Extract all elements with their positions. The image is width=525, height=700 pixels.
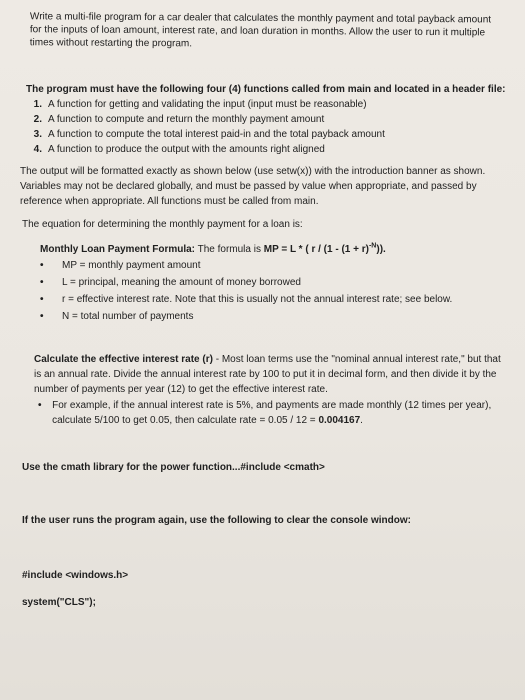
formula-lhs: MP = L * ( r / (1 - (1 + r): [263, 244, 369, 255]
output-format-paragraph: The output will be formatted exactly as shown below (use setw(x)) with the introduction banner as shown. Variables may not be declared globally, and must be passed by value when appropriate, and passed by reference when appropriate. All functions must be called from main.: [20, 166, 486, 207]
list-text: r = effective interest rate. Note that this is usually not the annual interest rate; see below.: [62, 294, 453, 305]
equation-intro: The equation for determining the monthly payment for a loan is:: [22, 219, 303, 230]
example-result: 0.004167: [318, 415, 361, 426]
list-text: L = principal, meaning the amount of money borrowed: [62, 277, 301, 288]
effective-rate-label: Calculate the effective interest rate (r): [34, 354, 213, 365]
bullet-icon: •: [40, 277, 44, 288]
effective-rate-text: - Most loan terms use the "nominal annual interest rate," but that is an annual rate. Divide the annual interest rate by 100 to put it in decimal form, and then divide it by the number of payments per year (12) to get the effective interest rate.: [34, 354, 501, 395]
list-item: [40, 259, 510, 276]
list-item: [26, 98, 506, 113]
formula-text: The formula is: [195, 244, 264, 255]
formula-line: [0, 243, 525, 257]
requirements-title: The program must have the following four (4) functions called from main and located in a header file:: [26, 84, 506, 95]
cmath-note: Use the cmath library for the power function...#include <cmath>: [22, 462, 325, 473]
list-text: A function to compute the total interest paid-in and the total payback amount: [48, 129, 385, 140]
system-line: system("CLS");: [22, 597, 96, 608]
example-text-wrap: [52, 398, 495, 428]
list-number: 3.: [33, 129, 42, 140]
list-text: A function for getting and validating the input (input must be reasonable): [48, 99, 367, 110]
bullet-icon: •: [40, 260, 44, 271]
bullet-icon: •: [38, 400, 42, 411]
list-item: [40, 293, 510, 310]
list-item: [26, 143, 506, 158]
definitions-list: [40, 259, 510, 327]
bullet-icon: •: [40, 294, 44, 305]
example-text: For example, if the annual interest rate is 5%, and payments are made monthly (12 times per year), calculate 5/100 to get 0.05, then calculate rate = 0.05 / 12 =: [52, 400, 492, 426]
formula-rhs: )).: [376, 244, 386, 255]
requirements-list: [26, 98, 506, 158]
effective-rate-paragraph: [0, 352, 525, 397]
formula-exponent: -N: [368, 242, 377, 250]
include-line: #include <windows.h>: [22, 570, 129, 581]
list-text: A function to compute and return the monthly payment amount: [48, 114, 325, 125]
list-item: [26, 128, 506, 143]
bullet-icon: •: [40, 311, 44, 322]
list-item: [26, 113, 506, 128]
list-text: A function to produce the output with the amounts right aligned: [48, 144, 325, 155]
list-item: [40, 310, 510, 327]
formula-label: Monthly Loan Payment Formula:: [40, 244, 196, 255]
example-end: .: [360, 415, 363, 426]
example-item: [0, 398, 525, 428]
list-number: 4.: [33, 144, 42, 155]
list-number: 2.: [33, 114, 42, 125]
list-text: N = total number of payments: [62, 311, 194, 322]
list-item: [40, 276, 510, 293]
assignment-intro: Write a multi-file program for a car dealer that calculates the monthly payment and total payback amount for the inputs of loan amount, interest rate, and loan duration in months. Allow the user to run it multiple times without restarting the program.: [29, 11, 492, 50]
rerun-note: If the user runs the program again, use the following to clear the console window:: [22, 515, 411, 526]
list-number: 1.: [33, 99, 42, 110]
list-text: MP = monthly payment amount: [62, 260, 201, 271]
